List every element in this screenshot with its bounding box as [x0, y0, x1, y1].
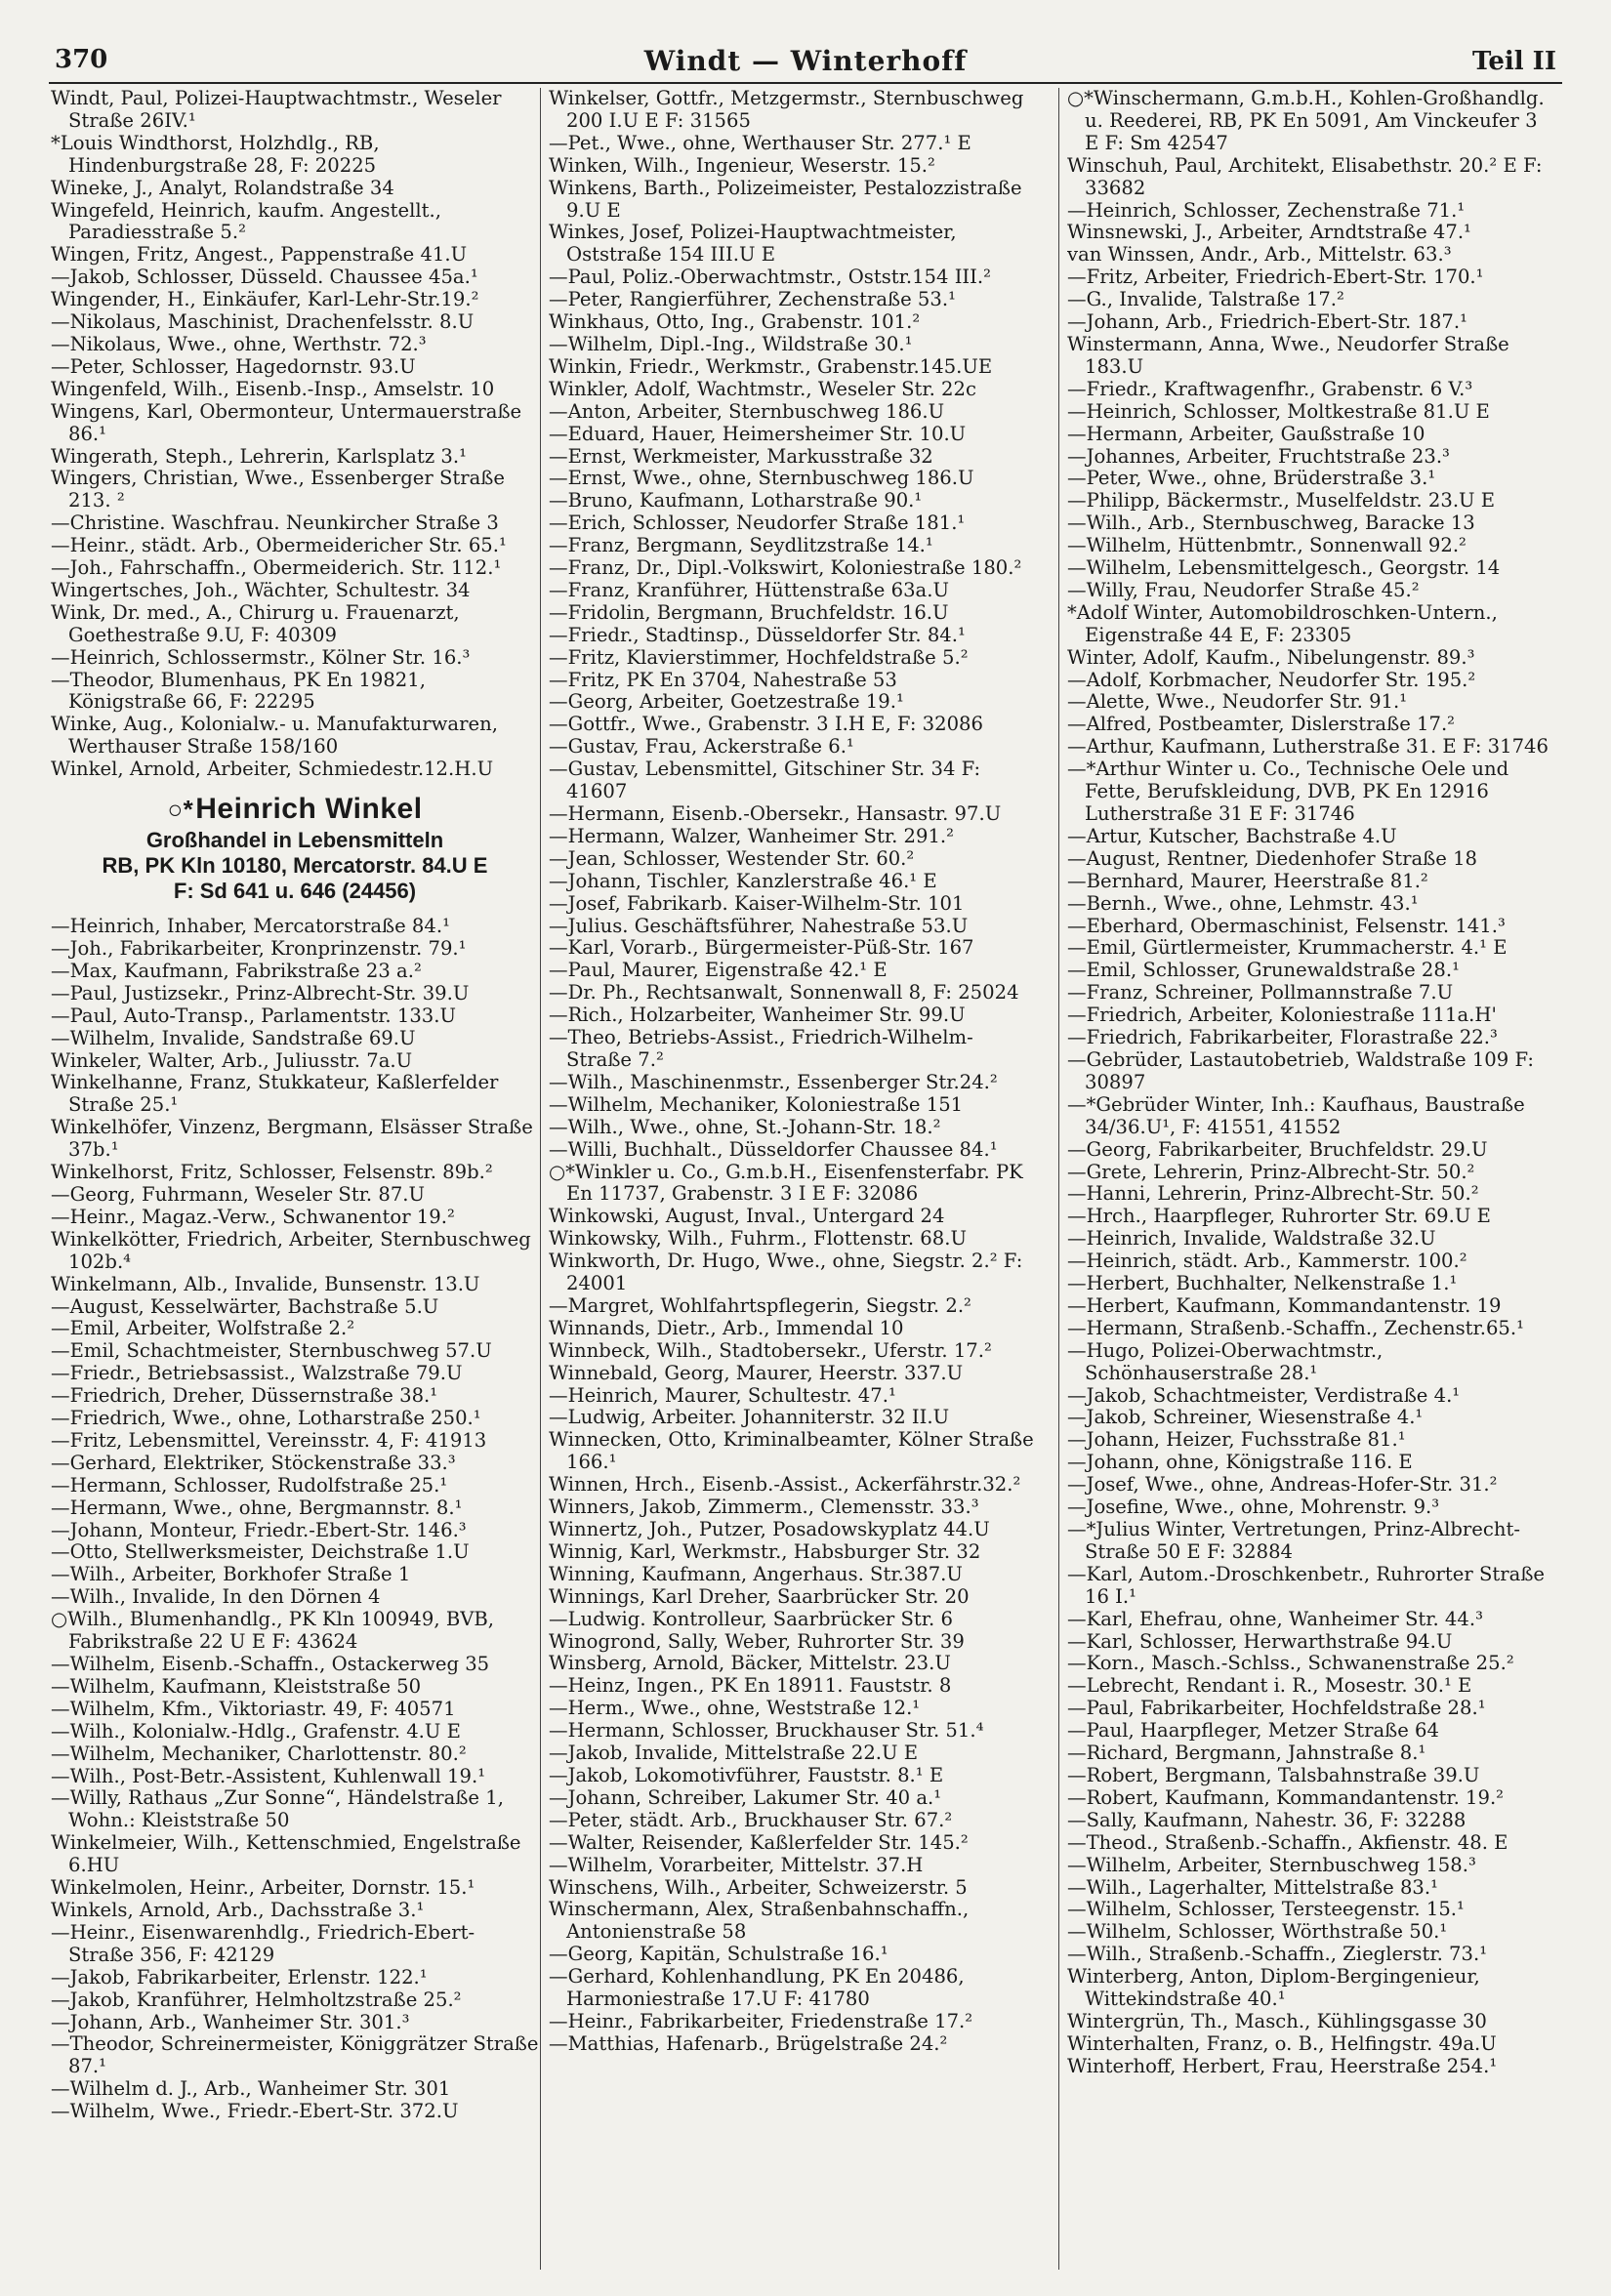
directory-entry: —August, Rentner, Diedenhofer Straße 18: [1067, 846, 1478, 870]
directory-entry: —Alfred, Postbeamter, Dislerstraße 17.²: [1067, 713, 1456, 736]
column-2-entries: [549, 88, 1037, 2056]
directory-entry: —Heinrich, Invalide, Waldstraße 32.U: [1067, 1227, 1436, 1250]
directory-entry: Winsberg, Arnold, Bäcker, Mittelstr. 23.U: [549, 1652, 951, 1675]
directory-entry: Winkelmann, Alb., Invalide, Bunsenstr. 13.U: [51, 1272, 480, 1295]
directory-entry: —Heinr., Fabrikarbeiter, Friedenstraße 17.²: [549, 2009, 973, 2032]
directory-entry: —Heinrich, Schlosser, Moltkestraße 81.U E: [1067, 399, 1490, 423]
directory-entry: Winnen, Hrch., Eisenb.-Assist., Ackerfährstr.32.²: [549, 1473, 1021, 1496]
directory-entry: —Friedrich, Wwe., ohne, Lotharstraße 250.¹: [51, 1407, 481, 1430]
directory-entry: —Gustav, Lebensmittel, Gitschiner Str. 34 F: 41607: [549, 758, 981, 803]
directory-entry: —Friedrich, Fabrikarbeiter, Florastraße 22.³: [1067, 1026, 1498, 1049]
directory-entry: —Willy, Rathaus „Zur Sonne“, Händelstraße 1, Wohn.: Kleiststraße 50: [51, 1786, 504, 1832]
directory-entry: —Bruno, Kaufmann, Lotharstraße 90.¹: [549, 489, 923, 512]
directory-entry: —Ernst, Werkmeister, Markusstraße 32: [549, 444, 933, 468]
column-3: [1067, 88, 1555, 2275]
directory-entry: —Heinrich, Schlossermstr., Kölner Str. 16.³: [51, 645, 471, 669]
page-header: [49, 43, 1562, 84]
directory-entry: —Wilh., Straßenb.-Schaffn., Zieglerstr. 73.¹: [1067, 1943, 1488, 1966]
advertisement-box: [51, 791, 539, 904]
directory-entry: Winkelkötter, Friedrich, Arbeiter, Sternbuschweg 102b.⁴: [51, 1227, 531, 1273]
directory-entry: —Anton, Arbeiter, Sternbuschweg 186.U: [549, 399, 945, 423]
directory-entry: —Johann, Arb., Wanheimer Str. 301.³: [51, 2010, 410, 2033]
directory-entry: —Eberhard, Obermaschinist, Felsenstr. 141.³: [1067, 914, 1506, 937]
directory-entry: —Hermann, Eisenb.-Obersekr., Hansastr. 97.U: [549, 802, 1002, 825]
directory-entry: —Jakob, Kranführer, Helmholtzstraße 25.²: [51, 1988, 462, 2011]
directory-entry: Wingertsches, Joh., Wächter, Schultestr. 34: [51, 578, 471, 601]
directory-entry: Winning, Kaufmann, Angerhaus. Str.387.U: [549, 1562, 963, 1585]
directory-entry: —Georg, Arbeiter, Goetzestraße 19.¹: [549, 690, 904, 714]
directory-entry: Winners, Jakob, Zimmerm., Clemensstr. 33.³: [549, 1496, 979, 1519]
directory-entry: —G., Invalide, Talstraße 17.²: [1067, 288, 1344, 311]
directory-entry: —Josef, Wwe., ohne, Andreas-Hofer-Str. 31.²: [1067, 1473, 1498, 1496]
directory-entry: —Johann, ohne, Königstraße 116. E: [1067, 1451, 1413, 1474]
directory-entry: —Paul, Poliz.-Oberwachtmstr., Oststr.154 III.²: [549, 266, 991, 289]
directory-entry: Wingefeld, Heinrich, kaufm. Angestellt., Paradiesstraße 5.²: [51, 198, 441, 244]
directory-entry: —Wilhelm, Schlosser, Wörthstraße 50.¹: [1067, 1920, 1448, 1944]
column-1: [51, 88, 539, 2275]
directory-entry: Wineke, J., Analyt, Rolandstraße 34: [51, 176, 394, 199]
page-title: Windt — Winterhoff: [643, 45, 968, 77]
directory-entry: Windt, Paul, Polizei-Hauptwachtmstr., Weseler Straße 26IV.¹: [51, 88, 502, 132]
directory-entry: —Franz, Schreiner, Pollmannstraße 7.U: [1067, 981, 1454, 1004]
directory-entry: —Nikolaus, Maschinist, Drachenfelsstr. 8.U: [51, 310, 475, 334]
directory-entry: —Lebrecht, Rendant i. R., Mosestr. 30.¹ E: [1067, 1674, 1472, 1698]
ad-company-name: ○*Heinrich Winkel: [167, 793, 423, 826]
ad-line-1: Großhandel in Lebensmitteln: [145, 828, 444, 853]
directory-entry: —Wilhelm, Mechaniker, Koloniestraße 151: [549, 1092, 964, 1116]
directory-entry: —Friedr., Betriebsassist., Walzstraße 79.U: [51, 1362, 463, 1385]
directory-entry: —Herm., Wwe., ohne, Weststraße 12.¹: [549, 1697, 921, 1720]
directory-entry: ○Wilh., Blumenhandlg., PK Kln 100949, BVB, Fabrikstraße 22 U E F: 43624: [51, 1608, 494, 1654]
directory-entry: —Gustav, Frau, Ackerstraße 6.¹: [549, 735, 854, 758]
directory-entry: —Gerhard, Elektriker, Stöckenstraße 33.³: [51, 1451, 456, 1474]
directory-entry: —Peter, Schlosser, Hagedornstr. 93.U: [51, 354, 416, 378]
column-1-entries-continued: [51, 916, 539, 2123]
directory-entry: —August, Kesselwärter, Bachstraße 5.U: [51, 1294, 439, 1318]
directory-entry: —Karl, Ehefrau, ohne, Wanheimer Str. 44.³: [1067, 1607, 1483, 1630]
directory-entry: —Johann, Schreiber, Lakumer Str. 40 a.¹: [549, 1785, 942, 1809]
directory-entry: —Hanni, Lehrerin, Prinz-Albrecht-Str. 50.²: [1067, 1182, 1479, 1206]
directory-entry: Winschermann, Alex, Straßenbahnschaffn., Antonienstraße 58: [549, 1898, 970, 1944]
directory-entry: —*Gebrüder Winter, Inh.: Kaufhaus, Baustraße 34/36.U¹, F: 41551, 41552: [1067, 1092, 1525, 1138]
directory-entry: —Otto, Stellwerksmeister, Deichstraße 1.U: [51, 1540, 470, 1564]
directory-entry: Winkelmeier, Wilh., Kettenschmied, Engelstraße 6.HU: [51, 1831, 521, 1877]
directory-entry: —Walter, Reisender, Kaßlerfelder Str. 145.²: [549, 1830, 969, 1854]
directory-entry: —Jakob, Fabrikarbeiter, Erlenstr. 122.¹: [51, 1965, 428, 1988]
directory-entry: —Jakob, Lokomotivführer, Fauststr. 8.¹ E: [549, 1763, 944, 1786]
directory-entry: —Erich, Schlosser, Neudorfer Straße 181.¹: [549, 512, 966, 535]
directory-entry: —Joh., Fahrschaffn., Obermeiderich. Str. 112.¹: [51, 556, 502, 580]
directory-entry: —Wilh., Kolonialw.-Hdlg., Grafenstr. 4.U E: [51, 1719, 461, 1742]
directory-entry: —Fritz, PK En 3704, Nahestraße 53: [549, 668, 897, 691]
directory-entry: —Christine. Waschfrau. Neunkircher Straße 3: [51, 512, 499, 535]
directory-entry: —Nikolaus, Wwe., ohne, Werthstr. 72.³: [51, 332, 427, 355]
directory-entry: Winkelhorst, Fritz, Schlosser, Felsenstr. 89b.²: [51, 1161, 493, 1184]
directory-entry: —Max, Kaufmann, Fabrikstraße 23 a.²: [51, 959, 422, 982]
directory-entry: —Ludwig. Kontrolleur, Saarbrücker Str. 6: [549, 1607, 953, 1630]
directory-entry: —Jakob, Schreiner, Wiesenstraße 4.¹: [1067, 1406, 1424, 1429]
directory-entry: —Hrch., Haarpfleger, Ruhrorter Str. 69.U E: [1067, 1205, 1491, 1228]
directory-entry: —Wilhelm, Vorarbeiter, Mittelstr. 37.H: [549, 1853, 924, 1876]
directory-entry: —*Julius Winter, Vertretungen, Prinz-Albrecht-Straße 50 E F: 32884: [1067, 1518, 1520, 1563]
directory-entry: —Wilhelm, Lebensmittelgesch., Georgstr. 14: [1067, 556, 1501, 580]
directory-entry: —Johann, Arb., Friedrich-Ebert-Str. 187.¹: [1067, 310, 1467, 334]
directory-entry: —Heinrich, städt. Arb., Kammerstr. 100.²: [1067, 1250, 1467, 1273]
directory-entry: Winstermann, Anna, Wwe., Neudorfer Straße 183.U: [1067, 332, 1509, 378]
column-divider: [1058, 88, 1059, 2270]
directory-entry: —Margret, Wohlfahrtspflegerin, Siegstr. 2.²: [549, 1293, 971, 1317]
ad-line-3: F: Sd 641 u. 646 (24456): [173, 879, 417, 904]
directory-entry: —Peter, Wwe., ohne, Brüderstraße 3.¹: [1067, 467, 1436, 490]
directory-entry: —Heinr., städt. Arb., Obermeidericher Str. 65.¹: [51, 534, 507, 557]
directory-entry: —Hermann, Straßenb.-Schaffn., Zechenstr.65.¹: [1067, 1316, 1524, 1339]
directory-entry: —Herbert, Buchhalter, Nelkenstraße 1.¹: [1067, 1272, 1458, 1295]
directory-entry: —Wilh., Arb., Sternbuschweg, Baracke 13: [1067, 512, 1475, 535]
column-divider: [540, 88, 541, 2270]
directory-entry: —Friedr., Stadtinsp., Düsseldorfer Str. 84.¹: [549, 623, 966, 646]
directory-entry: —Ernst, Wwe., ohne, Sternbuschweg 186.U: [549, 467, 974, 490]
directory-entry: ○*Winkler u. Co., G.m.b.H., Eisenfensterfabr. PK En 11737, Grabenstr. 3 I E F: 32086: [549, 1160, 1023, 1206]
directory-entry: —Gebrüder, Lastautobetrieb, Waldstraße 109 F: 30897: [1067, 1047, 1534, 1093]
directory-entry: —Karl, Schlosser, Herwarthstraße 94.U: [1067, 1629, 1453, 1653]
directory-entry: —Jean, Schlosser, Westender Str. 60.²: [549, 846, 915, 870]
directory-entry: —Wilhelm, Hüttenbmtr., Sonnenwall 92.²: [1067, 534, 1466, 557]
directory-entry: —Johann, Tischler, Kanzlerstraße 46.¹ E: [549, 869, 937, 892]
column-1-entries: [51, 88, 539, 781]
directory-entry: —Johann, Monteur, Friedr.-Ebert-Str. 146.³: [51, 1518, 467, 1541]
directory-entry: —Johann, Heizer, Fuchsstraße 81.¹: [1067, 1428, 1406, 1452]
directory-entry: *Adolf Winter, Automobildroschken-Untern., Eigenstraße 44 E, F: 23305: [1067, 600, 1498, 646]
directory-entry: Winnbeck, Wilh., Stadtobersekr., Uferstr. 17.²: [549, 1338, 992, 1362]
directory-entry: —Karl, Autom.-Droschkenbetr., Ruhrorter Straße 16 I.¹: [1067, 1562, 1546, 1608]
directory-entry: —Theodor, Schreinermeister, Königgrätzer Straße 87.¹: [51, 2032, 539, 2078]
directory-entry: ○*Winschermann, G.m.b.H., Kohlen-Großhandlg. u. Reederei, RB, PK En 5091, Am Vinckeufer 3 E F: Sm 42547: [1067, 88, 1545, 154]
directory-entry: —Wilhelm, Dipl.-Ing., Wildstraße 30.¹: [549, 332, 913, 355]
directory-entry: —Ludwig, Arbeiter. Johanniterstr. 32 II.U: [549, 1406, 950, 1429]
directory-entry: Winkelhöfer, Vinzenz, Bergmann, Elsässer Straße 37b.¹: [51, 1116, 533, 1162]
directory-entry: Wingenfeld, Wilh., Eisenb.-Insp., Amselstr. 10: [51, 377, 495, 400]
directory-entry: —Herbert, Kaufmann, Kommandantenstr. 19: [1067, 1293, 1502, 1317]
directory-entry: —*Arthur Winter u. Co., Technische Oele und Fette, Berufskleidung, DVB, PK En 12916 Lutherstraße 31 E F: 31746: [1067, 758, 1509, 825]
directory-entry: Winterberg, Anton, Diplom-Bergingenieur, Wittekindstraße 40.¹: [1067, 1965, 1480, 2011]
directory-entry: Winnig, Karl, Werkmstr., Habsburger Str. 32: [549, 1539, 981, 1563]
directory-entry: —Philipp, Bäckermstr., Muselfeldstr. 23.U E: [1067, 489, 1496, 512]
directory-entry: —Peter, städt. Arb., Bruckhauser Str. 67.²: [549, 1808, 953, 1831]
directory-entry: —Emil, Schachtmeister, Sternbuschweg 57.U: [51, 1339, 492, 1363]
directory-entry: —Franz, Kranführer, Hüttenstraße 63a.U: [549, 578, 949, 601]
directory-entry: —Hermann, Schlosser, Bruckhauser Str. 51.⁴: [549, 1719, 984, 1742]
directory-entry: Winnings, Karl Dreher, Saarbrücker Str. 20: [549, 1584, 970, 1608]
directory-entry: Winkin, Friedr., Werkmstr., Grabenstr.145.UE: [549, 354, 993, 378]
directory-entry: —Hermann, Arbeiter, Gaußstraße 10: [1067, 422, 1425, 445]
directory-entry: Winsnewski, J., Arbeiter, Arndtstraße 47.¹: [1067, 221, 1471, 244]
directory-entry: —Paul, Fabrikarbeiter, Hochfeldstraße 28.¹: [1067, 1697, 1486, 1720]
directory-entry: Winkelhanne, Franz, Stukkateur, Kaßlerfelder Straße 25.¹: [51, 1071, 499, 1117]
directory-entry: —Hermann, Walzer, Wanheimer Str. 291.²: [549, 824, 955, 847]
directory-entry: —Willi, Buchhalt., Düsseldorfer Chaussee 84.¹: [549, 1137, 998, 1161]
directory-entry: —Robert, Kaufmann, Kommandantenstr. 19.²: [1067, 1785, 1505, 1809]
directory-entry: Wingers, Christian, Wwe., Essenberger Straße 213. ²: [51, 467, 505, 512]
ad-line-2: RB, PK Kln 10180, Mercatorstr. 84.U E: [102, 853, 488, 879]
directory-entry: —Fridolin, Bergmann, Bruchfeldstr. 16.U: [549, 600, 949, 624]
directory-entry: —Josef, Fabrikarb. Kaiser-Wilhelm-Str. 101: [549, 891, 965, 915]
directory-entry: —Josefine, Wwe., ohne, Mohrenstr. 9.³: [1067, 1496, 1440, 1519]
directory-entry: —Karl, Vorarb., Bürgermeister-Püß-Str. 167: [549, 936, 974, 960]
directory-entry: —Fritz, Lebensmittel, Vereinsstr. 4, F: 41913: [51, 1428, 487, 1452]
directory-entry: —Wilh., Lagerhalter, Mittelstraße 83.¹: [1067, 1875, 1438, 1899]
directory-entry: Winken, Wilh., Ingenieur, Weserstr. 15.²: [549, 153, 935, 177]
directory-entry: van Winssen, Andr., Arb., Mittelstr. 63.³: [1067, 243, 1452, 266]
directory-entry: —Gottfr., Wwe., Grabenstr. 3 I.H E, F: 32086: [549, 713, 983, 736]
directory-entry: —Johannes, Arbeiter, Fruchtstraße 23.³: [1067, 444, 1450, 468]
directory-entry: —Matthias, Hafenarb., Brügelstraße 24.²: [549, 2031, 948, 2055]
directory-entry: —Jakob, Schachtmeister, Verdistraße 4.¹: [1067, 1383, 1461, 1407]
directory-entry: Winkelser, Gottfr., Metzgermstr., Sternbuschweg 200 I.U E F: 31565: [549, 88, 1024, 132]
directory-entry: —Rich., Holzarbeiter, Wanheimer Str. 99.U: [549, 1004, 966, 1027]
directory-entry: —Joh., Fabrikarbeiter, Kronprinzenstr. 79.¹: [51, 937, 467, 960]
directory-entry: —Wilh., Arbeiter, Borkhofer Straße 1: [51, 1563, 411, 1586]
directory-entry: Wingender, H., Einkäufer, Karl-Lehr-Str.19.²: [51, 288, 479, 311]
directory-entry: —Grete, Lehrerin, Prinz-Albrecht-Str. 50.²: [1067, 1160, 1475, 1183]
directory-entry: —Friedrich, Dreher, Düssernstraße 38.¹: [51, 1384, 438, 1408]
directory-entry: —Franz, Bergmann, Seydlitzstraße 14.¹: [549, 534, 933, 557]
directory-entry: Winkens, Barth., Polizeimeister, Pestalozzistraße 9.U E: [549, 176, 1022, 222]
directory-entry: Wink, Dr. med., A., Chirurg u. Frauenarzt, Goethestraße 9.U, F: 40309: [51, 600, 460, 646]
directory-entry: Winkeler, Walter, Arb., Juliusstr. 7a.U: [51, 1048, 413, 1072]
directory-entry: —Wilhelm, Eisenb.-Schaffn., Ostackerweg 35: [51, 1653, 490, 1675]
directory-entry: —Bernhard, Maurer, Heerstraße 81.²: [1067, 869, 1428, 892]
directory-entry: —Bernh., Wwe., ohne, Lehmstr. 43.¹: [1067, 891, 1419, 915]
directory-entry: —Richard, Bergmann, Jahnstraße 8.¹: [1067, 1742, 1426, 1765]
directory-entry: Winkhaus, Otto, Ing., Grabenstr. 101.²: [549, 310, 921, 334]
directory-entry: —Wilhelm, Invalide, Sandstraße 69.U: [51, 1026, 416, 1049]
directory-entry: Winogrond, Sally, Weber, Ruhrorter Str. 39: [549, 1629, 965, 1653]
directory-entry: —Fritz, Arbeiter, Friedrich-Ebert-Str. 170.¹: [1067, 266, 1484, 289]
directory-entry: —Wilh., Wwe., ohne, St.-Johann-Str. 18.²: [549, 1115, 941, 1138]
directory-entry: Winnertz, Joh., Putzer, Posadowskyplatz 44.U: [549, 1518, 990, 1540]
directory-entry: Winschens, Wilh., Arbeiter, Schweizerstr. 5: [549, 1875, 968, 1899]
directory-entry: —Theo, Betriebs-Assist., Friedrich-Wilhelm-Straße 7.²: [549, 1026, 973, 1071]
directory-entry: —Hermann, Schlosser, Rudolfstraße 25.¹: [51, 1473, 448, 1496]
directory-entry: Winkelmolen, Heinr., Arbeiter, Dornstr. 15.¹: [51, 1876, 475, 1900]
directory-entry: —Wilh., Invalide, In den Dörnen 4: [51, 1585, 381, 1609]
directory-entry: —Arthur, Kaufmann, Lutherstraße 31. E F: 31746: [1067, 735, 1549, 758]
directory-entry: —Sally, Kaufmann, Nahestr. 36, F: 32288: [1067, 1808, 1466, 1831]
directory-entry: —Wilhelm, Kaufmann, Kleiststraße 50: [51, 1674, 422, 1698]
directory-entry: Winterhalten, Franz, o. B., Helfingstr. 49a.U: [1067, 2031, 1497, 2055]
directory-entry: —Jakob, Schlosser, Düsseld. Chaussee 45a.¹: [51, 266, 478, 289]
directory-entry: —Heinr., Eisenwarenhdlg., Friedrich-Ebert-Straße 356, F: 42129: [51, 1920, 475, 1966]
ad-mark: ○*: [167, 795, 194, 825]
directory-entry: —Fritz, Klavierstimmer, Hochfeldstraße 5.²: [549, 645, 969, 669]
directory-entry: —Franz, Dr., Dipl.-Volkswirt, Koloniestraße 180.²: [549, 556, 1022, 580]
directory-entry: —Heinrich, Maurer, Schultestr. 47.¹: [549, 1383, 896, 1407]
directory-entry: Winkes, Josef, Polizei-Hauptwachtmeister, Oststraße 154 III.U E: [549, 221, 957, 266]
directory-entry: Winkworth, Dr. Hugo, Wwe., ohne, Siegstr. 2.² F: 24001: [549, 1250, 1023, 1295]
directory-entry: —Jakob, Invalide, Mittelstraße 22.U E: [549, 1742, 919, 1765]
directory-entry: —Georg, Fabrikarbeiter, Bruchfeldstr. 29.U: [1067, 1137, 1488, 1161]
directory-entry: Winke, Aug., Kolonialw.- u. Manufakturwaren, Werthauser Straße 158/160: [51, 713, 498, 758]
directory-entry: —Heinz, Ingen., PK En 18911. Fauststr. 8: [549, 1674, 952, 1698]
directory-entry: —Heinrich, Inhaber, Mercatorstraße 84.¹: [51, 915, 450, 938]
directory-entry: —Friedrich, Arbeiter, Koloniestraße 111a.H': [1067, 1004, 1497, 1027]
directory-entry: —Wilhelm, Mechaniker, Charlottenstr. 80.²: [51, 1742, 467, 1765]
directory-entry: Wingens, Karl, Obermonteur, Untermauerstraße 86.¹: [51, 399, 522, 445]
directory-entry: —Emil, Arbeiter, Wolfstraße 2.²: [51, 1317, 355, 1340]
directory-entry: —Dr. Ph., Rechtsanwalt, Sonnenwall 8, F: 25024: [549, 981, 1019, 1004]
directory-entry: Wintergrün, Th., Masch., Kühlingsgasse 30: [1067, 2009, 1487, 2032]
directory-entry: —Emil, Schlosser, Grunewaldstraße 28.¹: [1067, 959, 1460, 982]
directory-entry: —Paul, Auto-Transp., Parlamentstr. 133.U: [51, 1004, 457, 1027]
directory-entry: —Paul, Maurer, Eigenstraße 42.¹ E: [549, 959, 888, 982]
directory-entry: —Friedr., Kraftwagenfhr., Grabenstr. 6 V.³: [1067, 377, 1473, 400]
directory-entry: —Adolf, Korbmacher, Neudorfer Str. 195.²: [1067, 668, 1476, 691]
directory-entry: —Alette, Wwe., Neudorfer Str. 91.¹: [1067, 690, 1408, 714]
directory-entry: Winter, Adolf, Kaufm., Nibelungenstr. 89.³: [1067, 645, 1475, 669]
directory-entry: Winnands, Dietr., Arb., Immendal 10: [549, 1316, 904, 1339]
directory-entry: —Eduard, Hauer, Heimersheimer Str. 10.U: [549, 422, 967, 445]
directory-entry: —Heinr., Magaz.-Verw., Schwanentor 19.²: [51, 1205, 455, 1228]
directory-entry: Winkel, Arnold, Arbeiter, Schmiedestr.12.H.U: [51, 758, 494, 781]
directory-entry: Winnebald, Georg, Maurer, Heerstr. 337.U: [549, 1361, 964, 1384]
directory-entry: Wingerath, Steph., Lehrerin, Karlsplatz 3.¹: [51, 444, 467, 468]
column-3-entries: [1067, 88, 1555, 2078]
directory-entry: —Julius. Geschäftsführer, Nahestraße 53.U: [549, 914, 969, 937]
directory-entry: —Paul, Haarpfleger, Metzer Straße 64: [1067, 1719, 1439, 1742]
directory-entry: Winkowski, August, Inval., Untergard 24: [549, 1205, 945, 1228]
directory-entry: —Wilhelm, Arbeiter, Sternbuschweg 158.³: [1067, 1853, 1476, 1876]
directory-entry: Wingen, Fritz, Angest., Pappenstraße 41.U: [51, 243, 468, 266]
part-label: Teil II: [1471, 47, 1556, 76]
directory-entry: —Hermann, Wwe., ohne, Bergmannstr. 8.¹: [51, 1496, 463, 1519]
directory-entry: —Wilh., Post-Betr.-Assistent, Kuhlenwall 19.¹: [51, 1764, 486, 1787]
page-number: 370: [55, 45, 108, 74]
directory-entry: —Pet., Wwe., ohne, Werthauser Str. 277.¹ E: [549, 131, 971, 154]
directory-entry: —Peter, Rangierführer, Zechenstraße 53.¹: [549, 288, 956, 311]
directory-entry: —Korn., Masch.-Schlss., Schwanenstraße 25.²: [1067, 1652, 1514, 1675]
directory-entry: *Louis Windthorst, Holzhdlg., RB, Hindenburgstraße 28, F: 20225: [51, 131, 380, 177]
directory-entry: —Paul, Justizsekr., Prinz-Albrecht-Str. 39.U: [51, 981, 470, 1004]
directory-entry: —Theod., Straßenb.-Schaffn., Akfienstr. 48. E: [1067, 1830, 1508, 1854]
directory-entry: —Willy, Frau, Neudorfer Straße 45.²: [1067, 578, 1420, 601]
directory-entry: —Wilhelm, Wwe., Friedr.-Ebert-Str. 372.U: [51, 2100, 459, 2123]
directory-entry: —Georg, Fuhrmann, Weseler Str. 87.U: [51, 1182, 426, 1206]
directory-entry: —Wilhelm, Kfm., Viktoriastr. 49, F: 40571: [51, 1697, 456, 1720]
directory-entry: —Wilhelm d. J., Arb., Wanheimer Str. 301: [51, 2077, 451, 2101]
directory-entry: Winkels, Arnold, Arb., Dachsstraße 3.¹: [51, 1898, 425, 1921]
directory-entry: Winschuh, Paul, Architekt, Elisabethstr. 20.² E F: 33682: [1067, 153, 1543, 199]
directory-entry: —Wilhelm, Schlosser, Tersteegenstr. 15.¹: [1067, 1898, 1465, 1921]
directory-entry: Winterhoff, Herbert, Frau, Heerstraße 254.¹: [1067, 2054, 1498, 2077]
directory-entry: Winkler, Adolf, Wachtmstr., Weseler Str. 22c: [549, 377, 976, 400]
directory-entry: —Robert, Bergmann, Talsbahnstraße 39.U: [1067, 1763, 1480, 1786]
directory-entry: —Theodor, Blumenhaus, PK En 19821, Königstraße 66, F: 22295: [51, 668, 426, 714]
directory-entry: —Wilh., Maschinenmstr., Essenberger Str.24.²: [549, 1070, 998, 1093]
directory-entry: —Gerhard, Kohlenhandlung, PK En 20486, Harmoniestraße 17.U F: 41780: [549, 1965, 965, 2011]
directory-entry: —Hugo, Polizei-Oberwachtmstr., Schönhauserstraße 28.¹: [1067, 1338, 1384, 1384]
directory-entry: —Artur, Kutscher, Bachstraße 4.U: [1067, 824, 1397, 847]
directory-entry: Winnecken, Otto, Kriminalbeamter, Kölner Straße 166.¹: [549, 1428, 1034, 1474]
directory-entry: —Georg, Kapitän, Schulstraße 16.¹: [549, 1943, 888, 1966]
directory-entry: —Heinrich, Schlosser, Zechenstraße 71.¹: [1067, 198, 1466, 222]
directory-entry: Winkowsky, Wilh., Fuhrm., Flottenstr. 68.U: [549, 1227, 967, 1250]
directory-entry: —Emil, Gürtlermeister, Krummacherstr. 4.¹ E: [1067, 936, 1508, 960]
column-2: [549, 88, 1037, 2275]
